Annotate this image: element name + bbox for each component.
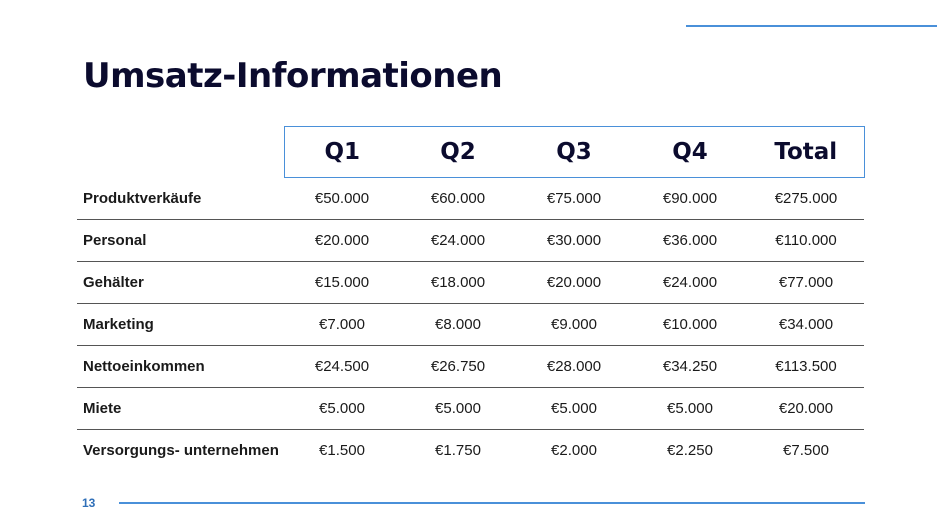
header-total: Total bbox=[748, 127, 864, 178]
table-cell: €1.750 bbox=[435, 442, 481, 459]
table-cell: €2.000 bbox=[551, 442, 597, 459]
row-label: Marketing bbox=[77, 304, 284, 346]
table-cell: €26.750 bbox=[400, 346, 516, 388]
row-label: Miete bbox=[77, 388, 284, 430]
table-cell: €275.000 bbox=[748, 178, 864, 220]
table-cell: €8.000 bbox=[400, 304, 516, 346]
table-cell: €77.000 bbox=[748, 262, 864, 304]
row-label: Versorgungs- unternehmen bbox=[83, 442, 279, 459]
footer-accent-line bbox=[119, 502, 865, 504]
table-cell: €24.500 bbox=[284, 346, 400, 388]
table-cell: €34.250 bbox=[632, 346, 748, 388]
top-accent-line bbox=[686, 25, 937, 27]
table-row bbox=[77, 346, 864, 388]
header-q4: Q4 bbox=[632, 127, 748, 178]
table-cell: €5.000 bbox=[400, 388, 516, 430]
table-header-row bbox=[77, 127, 864, 178]
table-cell: €20.000 bbox=[748, 388, 864, 430]
table-cell: €75.000 bbox=[516, 178, 632, 220]
table-cell: €60.000 bbox=[400, 178, 516, 220]
table-row bbox=[77, 430, 864, 472]
table-cell: €20.000 bbox=[516, 262, 632, 304]
table-cell: €30.000 bbox=[516, 220, 632, 262]
row-label: Gehälter bbox=[77, 262, 284, 304]
row-label: Produktverkäufe bbox=[77, 178, 284, 220]
table-row bbox=[77, 388, 864, 430]
slide-title: Umsatz-Informationen bbox=[83, 56, 503, 96]
table-row bbox=[77, 178, 864, 220]
header-q3: Q3 bbox=[516, 127, 632, 178]
table-cell: €34.000 bbox=[748, 304, 864, 346]
table-cell: €2.250 bbox=[667, 442, 713, 459]
header-q2: Q2 bbox=[400, 127, 516, 178]
table-cell: €15.000 bbox=[284, 262, 400, 304]
table-cell: €50.000 bbox=[284, 178, 400, 220]
revenue-table bbox=[77, 126, 865, 471]
row-label: Nettoeinkommen bbox=[77, 346, 284, 388]
table-cell: €20.000 bbox=[284, 220, 400, 262]
table-cell: €5.000 bbox=[632, 388, 748, 430]
table-cell: €113.500 bbox=[748, 346, 864, 388]
table-cell: €24.000 bbox=[632, 262, 748, 304]
table-cell: €7.000 bbox=[284, 304, 400, 346]
row-label: Personal bbox=[77, 220, 284, 262]
table-row bbox=[77, 304, 864, 346]
table-cell: €28.000 bbox=[516, 346, 632, 388]
table-cell: €90.000 bbox=[632, 178, 748, 220]
table-cell: €110.000 bbox=[748, 220, 864, 262]
table-row bbox=[77, 220, 864, 262]
table-cell: €9.000 bbox=[516, 304, 632, 346]
table-cell: €5.000 bbox=[516, 388, 632, 430]
table-cell: €1.500 bbox=[319, 442, 365, 459]
header-q1: Q1 bbox=[284, 127, 400, 178]
table-cell: €5.000 bbox=[284, 388, 400, 430]
page-number: 13 bbox=[82, 496, 96, 510]
table-cell: €36.000 bbox=[632, 220, 748, 262]
table-cell: €24.000 bbox=[400, 220, 516, 262]
table-cell: €7.500 bbox=[783, 442, 829, 459]
table-cell: €10.000 bbox=[632, 304, 748, 346]
table-row bbox=[77, 262, 864, 304]
header-blank-cell bbox=[77, 127, 284, 178]
table-cell: €18.000 bbox=[400, 262, 516, 304]
